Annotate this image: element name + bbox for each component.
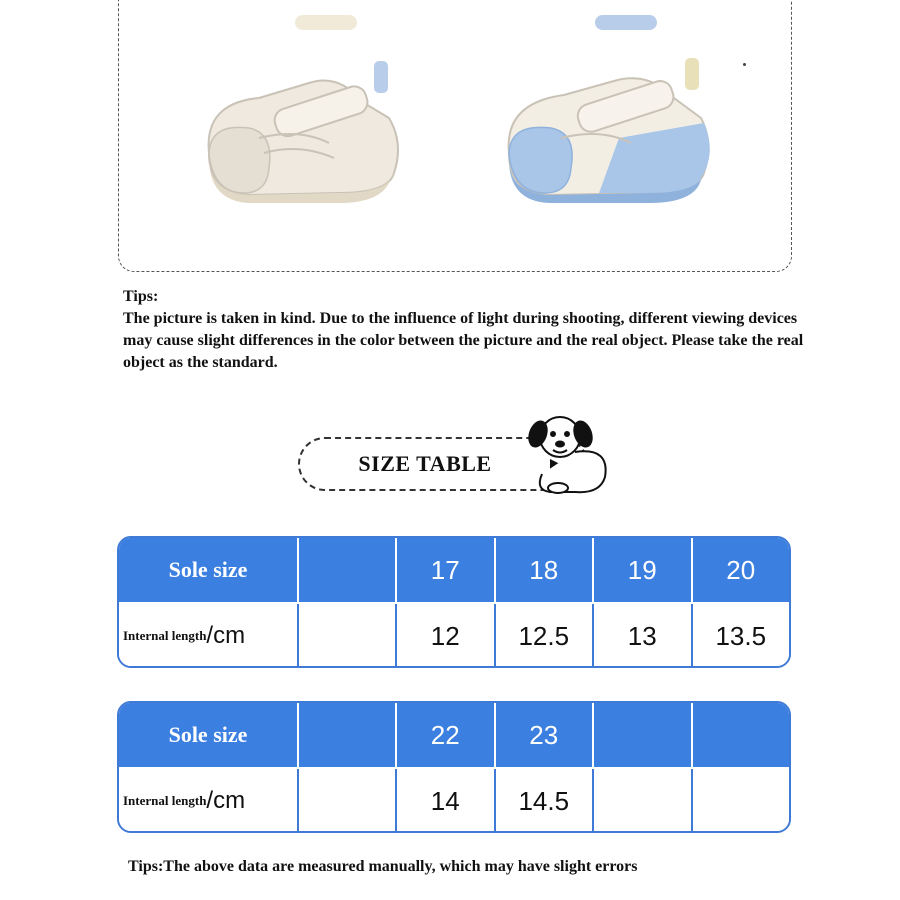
blue-shoe-icon: [489, 43, 729, 203]
length-cell: 14.5: [496, 769, 595, 833]
size-table-title: SIZE TABLE: [358, 451, 492, 476]
product-color-panel: [118, 0, 792, 272]
size-table-1: [117, 536, 791, 668]
size-cell: [693, 703, 790, 767]
tips-note: [123, 286, 813, 374]
table-cell: [299, 703, 397, 767]
table-cell: [299, 769, 397, 833]
tips-title: Tips:: [123, 288, 159, 305]
internal-length-label: [119, 604, 299, 668]
internal-length-text: Internal length: [123, 628, 207, 643]
size-cell: 17: [397, 538, 496, 602]
size-table-2: [117, 701, 791, 833]
length-cell: 14: [397, 769, 496, 833]
unit-text: /cm: [206, 622, 246, 649]
table-cell: [299, 604, 397, 668]
beige-color-swatch[interactable]: [295, 15, 357, 30]
length-cell: 13.5: [715, 620, 767, 651]
internal-length-row: [119, 769, 789, 833]
size-cell: 22: [397, 703, 496, 767]
internal-length-label: [119, 769, 299, 833]
length-cell: [594, 769, 693, 833]
dog-mascot-icon: [520, 412, 615, 497]
internal-length-text: Internal length: [123, 793, 207, 808]
size-cell: 23: [496, 703, 595, 767]
sole-size-label: Sole size: [119, 538, 299, 602]
size-cell: 20: [726, 554, 756, 585]
beige-shoe-icon: [189, 43, 419, 203]
tips-body: The picture is taken in kind. Due to the influence of light during shooting, different viewing devices may cause slight differences in the color between the picture and the real object. Please take the real object as the standard.: [123, 310, 804, 371]
length-cell: 12: [397, 604, 496, 668]
length-cell: 13: [594, 604, 693, 668]
table-cell: [299, 538, 397, 602]
internal-length-row: [119, 604, 789, 668]
size-cell: [594, 703, 693, 767]
size-cell: 18: [496, 538, 595, 602]
blue-color-swatch[interactable]: [595, 15, 657, 30]
sole-size-row: [119, 538, 789, 604]
length-cell: 12.5: [496, 604, 595, 668]
unit-text: /cm: [206, 787, 246, 814]
sole-size-label: Sole size: [119, 703, 299, 767]
sole-size-row: [119, 703, 789, 769]
length-cell: [693, 769, 790, 833]
measurement-disclaimer: Tips:The above data are measured manually, which may have slight errors: [128, 858, 638, 875]
size-cell: 19: [594, 538, 693, 602]
